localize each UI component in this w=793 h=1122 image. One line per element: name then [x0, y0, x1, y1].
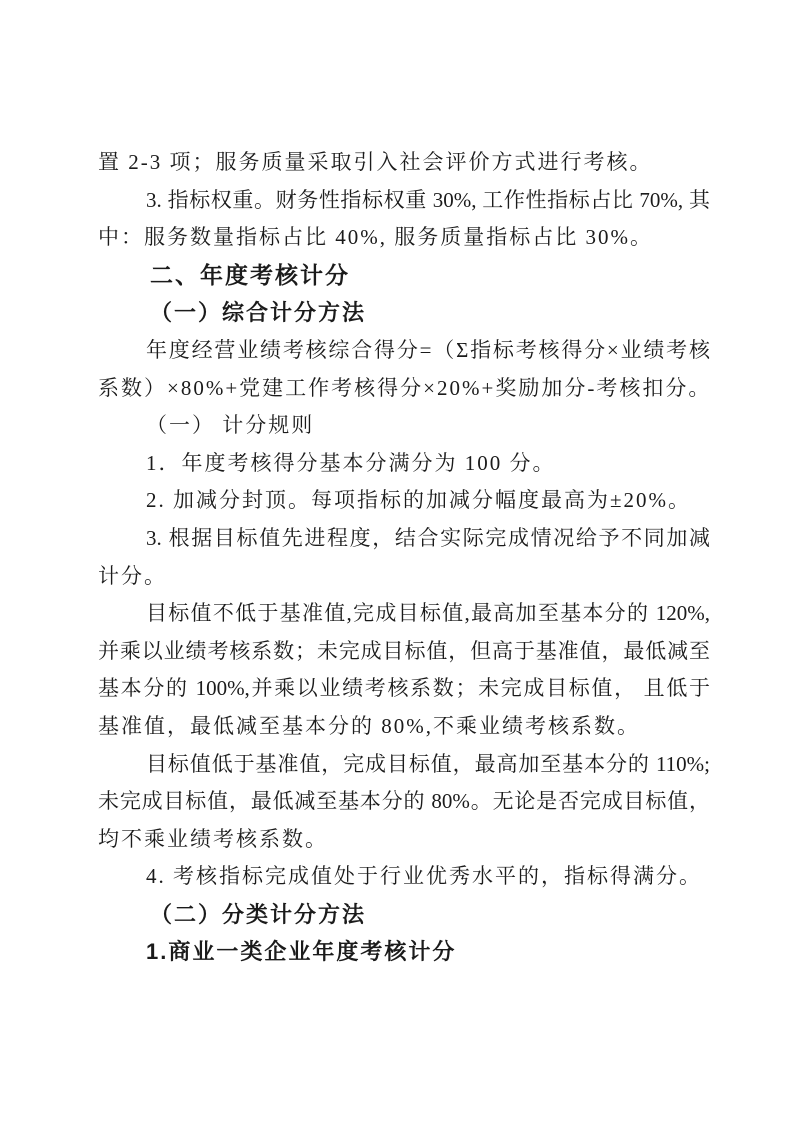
body-line-rule-3: 3. 根据目标值先进程度，结合实际完成情况给予不同加减 [146, 525, 710, 550]
body-line: 中：服务数量指标占比 40%, 服务质量指标占比 30%。 [98, 225, 653, 250]
body-line-rule-4: 4. 考核指标完成值处于行业优秀水平的，指标得满分。 [146, 864, 702, 889]
body-line-rule-1: 1．年度考核得分基本分满分为 100 分。 [146, 450, 556, 475]
body-line: 目标值不低于基准值,完成目标值,最高加至基本分的 120%, [146, 601, 710, 626]
body-line: 未完成目标值，最低减至基本分的 80%。无论是否完成目标值， [98, 789, 710, 814]
body-line: 并乘以业绩考核系数；未完成目标值，但高于基准值，最低减至 [98, 638, 710, 663]
section-heading-annual-scoring: 二、年度考核计分 [150, 261, 350, 288]
body-line: 3. 指标权重。财务性指标权重 30%, 工作性指标占比 70%, 其 [146, 187, 710, 212]
body-line: 置 2-3 项；服务质量采取引入社会评价方式进行考核。 [98, 150, 653, 174]
body-line: 均不乘业绩考核系数。 [98, 826, 328, 851]
body-line-rule-2: 2. 加减分封顶。每项指标的加减分幅度最高为±20%。 [146, 488, 692, 513]
body-line-formula: 系数）×80%+党建工作考核得分×20%+奖励加分-考核扣分。 [98, 375, 712, 400]
body-line-formula: 年度经营业绩考核综合得分=（Σ指标考核得分×业绩考核 [146, 337, 710, 362]
subsection-heading-commercial-class1: 1.商业一类企业年度考核计分 [146, 939, 457, 965]
body-line: 目标值低于基准值，完成目标值，最高加至基本分的 110%; [146, 751, 710, 776]
subsection-heading-composite-method: （一）综合计分方法 [150, 300, 367, 326]
body-line: 基准值，最低减至基本分的 80%,不乘业绩考核系数。 [98, 713, 640, 738]
body-line: 计分。 [98, 563, 167, 588]
subsection-heading-category-method: （二）分类计分方法 [150, 901, 367, 927]
document-body [98, 144, 710, 971]
body-line: 基本分的 100%,并乘以业绩考核系数；未完成目标值， 且低于 [98, 676, 710, 701]
body-line-rules-title: （一） 计分规则 [146, 413, 315, 438]
